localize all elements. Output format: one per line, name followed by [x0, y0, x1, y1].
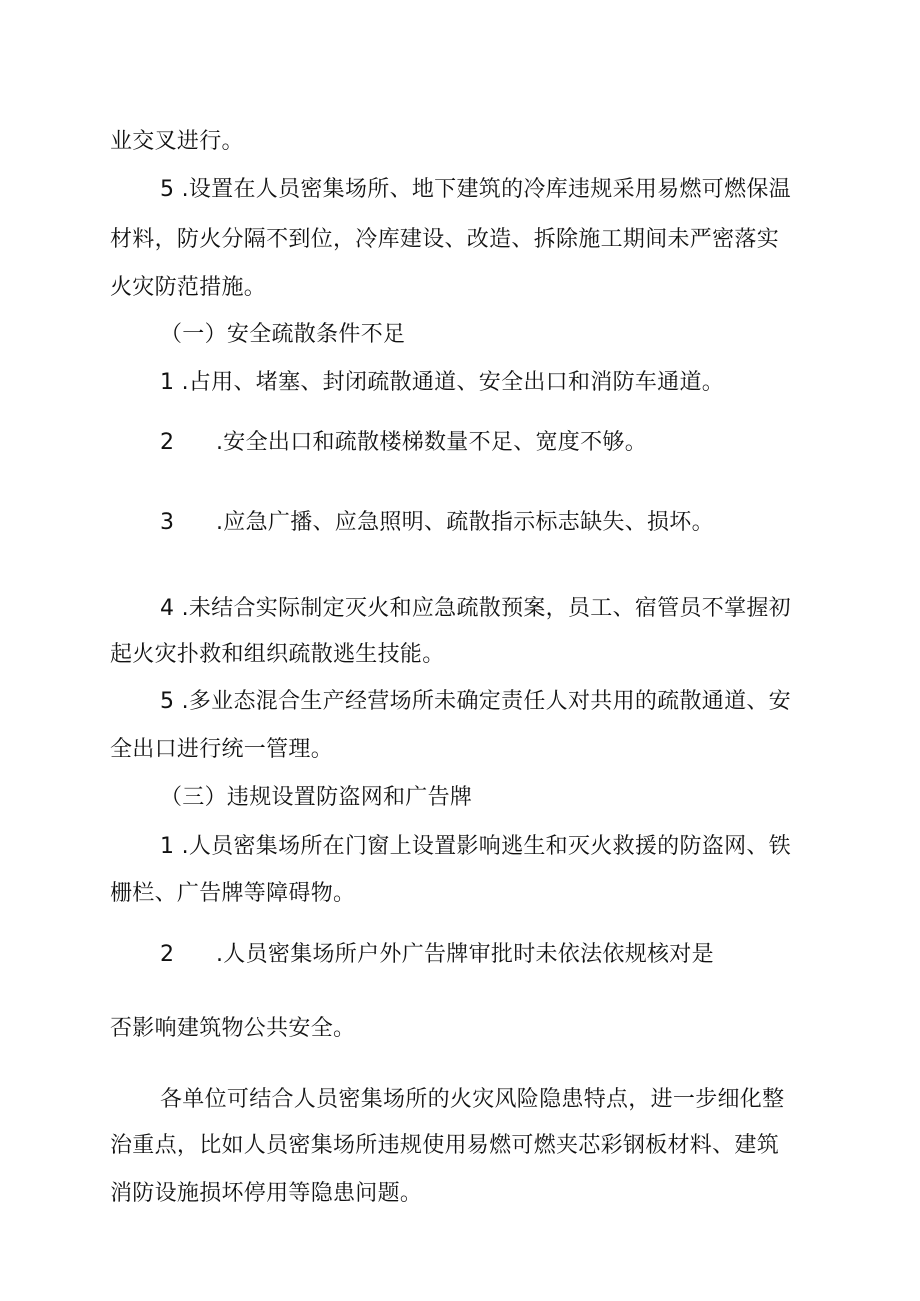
text-line-2: 5 .设置在人员密集场所、地下建筑的冷库违规采用易燃可燃保温	[160, 177, 791, 202]
text-line-3: 材料，防火分隔不到位，冷库建设、改造、拆除施工期间未严密落实	[110, 227, 780, 252]
section-heading-3: （三）违规设置防盗网和广告牌	[160, 785, 473, 810]
text-line-9: 起火灾扑救和组织疏散逃生技能。	[110, 642, 445, 667]
text-line-1: 业交叉进行。	[110, 129, 244, 154]
text-line-14: .人员密集场所户外广告牌审批时未依法依规核对是	[216, 942, 714, 967]
item-number-3: 3	[160, 510, 175, 535]
item-number-2b: 2	[160, 942, 175, 967]
text-line-8: 4 .未结合实际制定灭火和应急疏散预案，员工、宿管员不掌握初	[160, 596, 791, 621]
section-heading-1: （一）安全疏散条件不足	[160, 322, 406, 347]
text-line-18: 消防设施损坏停用等隐患问题。	[110, 1181, 423, 1206]
text-line-15: 否影响建筑物公共安全。	[110, 1016, 356, 1041]
text-line-4: 火灾防范措施。	[110, 275, 267, 300]
text-line-10: 5 .多业态混合生产经营场所未确定责任人对共用的疏散通道、安	[160, 689, 791, 714]
text-line-5: 1 .占用、堵塞、封闭疏散通道、安全出口和消防车通道。	[160, 370, 725, 395]
text-line-17: 治重点，比如人员密集场所违规使用易燃可燃夹芯彩钢板材料、建筑	[110, 1133, 780, 1158]
text-line-12: 1 .人员密集场所在门窗上设置影响逃生和灭火救援的防盗网、铁	[160, 834, 791, 859]
text-line-6: .安全出口和疏散楼梯数量不足、宽度不够。	[216, 430, 647, 455]
text-line-13: 栅栏、广告牌等障碍物。	[110, 881, 356, 906]
text-line-16: 各单位可结合人员密集场所的火灾风险隐患特点，进一步细化整	[160, 1087, 785, 1112]
text-line-7: .应急广播、应急照明、疏散指示标志缺失、损坏。	[216, 510, 714, 535]
item-number-2: 2	[160, 430, 175, 455]
text-line-11: 全出口进行统一管理。	[110, 737, 334, 762]
